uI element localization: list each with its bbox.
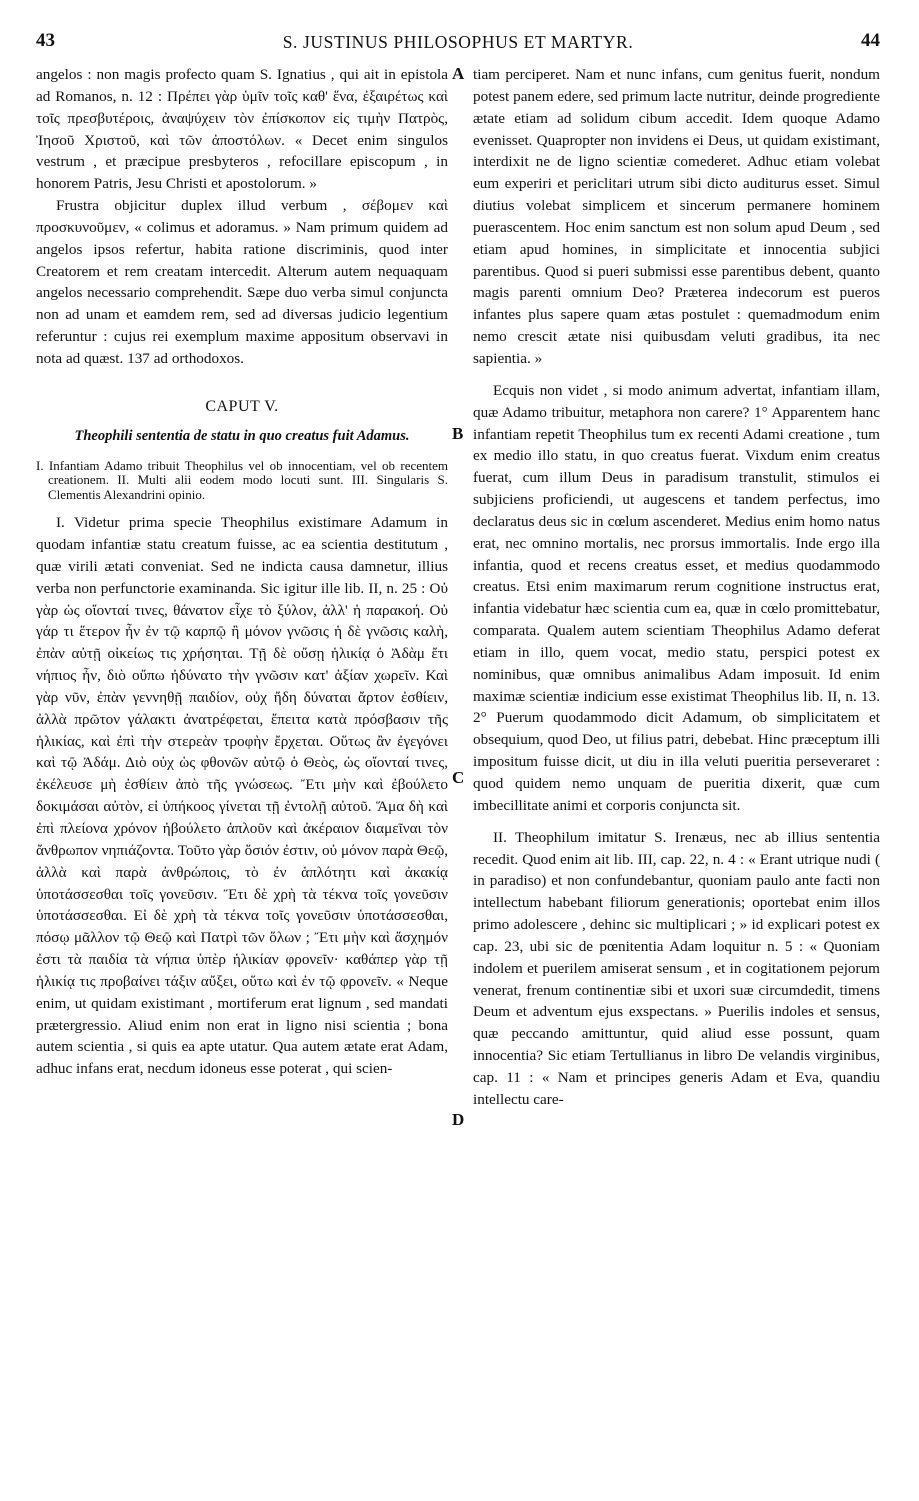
chapter-summary: I. Infantiam Adamo tribuit Theophilus vel ob innocentiam, vel ob recentem creationem. II. Multi alii eodem modo locuti sunt. III. Singularis S. Clementis Alexandrini opinio. <box>36 457 448 502</box>
left-column <box>36 64 448 1080</box>
running-title: S. JUSTINUS PHILOSOPHUS ET MARTYR. <box>282 32 634 52</box>
paragraph: Frustra objicitur duplex illud verbum , σέβομεν καὶ προσκυνοῦμεν, « colimus et adoramus. » Nam primum quidem ad angelos ipsos refertur, habita ratione discriminis, quod inter Creatorem et rem creatam intercedit. Alterum autem nequaquam angelos necessario comprehendit. Sæpe duo verba simul conjuncta non ad unam et eamdem rem, sed ad diversas judicio legentium referuntur : cujus rei exemplum maxime appositum observavi in nota ad quæst. 137 ad orthodoxos. <box>36 197 448 367</box>
page-number-right: 44 <box>861 30 880 51</box>
margin-letter-c: C <box>452 768 465 787</box>
paragraph: II. Theophilum imitatur S. Irenæus, nec ab illius sententia recedit. Quod enim ait lib. III, cap. 22, n. 4 : « Erant utrique nudi ( in paradiso) et non confundebantur, quoniam paulo ante facti non intellectum habebant filiorum generationis; oportebat enim illos primo adolescere , dehinc sic multiplicari ; » id explicari potest ex cap. 23, ubi sic de pœnitentia Adam loquitur n. 5 : « Quoniam indolem et puerilem amiserat sensum , et in cogitationem pejorum venerat, frenum continentiæ sibi et uxori suæ circumdedit, timens Deum et adventum ejus exspectans. » Puerilis indoles et sensus, quæ peccando amittuntur, quid aliud esse possunt, quam innocentia? Sic etiam Tertullianus in libro De velandis virginibus, cap. 11 : « Nam et principes generis Adam et Eva, quandiu intellectu care- <box>473 828 880 1108</box>
page-number-left: 43 <box>36 30 55 51</box>
margin-letter-a: A <box>452 64 465 83</box>
chapter-subtitle: Theophili sententia de statu in quo creatus fuit Adamus. <box>74 427 410 444</box>
chapter-heading: CAPUT V. <box>205 397 279 415</box>
margin-letter-b: B <box>452 424 464 443</box>
margin-letter-d: D <box>452 1110 465 1129</box>
paragraph: Ecquis non videt , si modo animum advertat, infantiam illam, quæ Adamo tribuitur, metaphora non carere? 1° Apparentem hanc infantiam repetit Theophilus tum ex recenti Adami creatione , tum ex medio illo statu, in quo creatus fuerat. Vixdum enim creatus fuerat, cum illum Deus in paradisum transtulit, stimulos ei subjiciens proficiendi, ut augescens et tandem perfectus, imo declaratus deus sic in cœlum ascenderet. Medius enim homo natus erat, nec omnino mortalis, nec prorsus immortalis. Inde ergo illa infantia, quod et recens creatus esset, et medius quodammodo creatus. Etsi enim maximarum rerum cognitione instructus erat, infantia videbatur hæc scientia cum ea, quæ in cœlo promittebatur, comparata. Qualem autem scientiam Theophilus Adamo deferat etiam in illo, quem vocat, medio statu, perspici potest ex nominibus, quæ omnibus animalibus Adam imposuit. Id enim maximæ scientiæ indicium esse existimat Theophilus lib. II, n. 13. 2° Puerum quodammodo dicit Adamum, ob simplicitatem et obsequium, quod Deo, ut filius patri, debebat. Hinc præceptum illi impositum fuisse dicit, ut diu in illa veluti pueritia perseveraret : quod quidem nemo unquam de pueritia dixerit, quæ cum imbecillitate animi et corporis conjuncta sit. <box>473 381 880 814</box>
paragraph: tiam perciperet. Nam et nunc infans, cum genitus fuerit, nondum potest panem edere, sed primum lacte nutritur, deinde progrediente ætate etiam ad solidum cibum accedit. Idem quoque Adamo evenisset. Quapropter non invidens ei Deus, ut quidam existimant, interdixit ne de ligno scientiæ comederet. Adhuc etiam volebat eum experiri et periclitari utrum sibi dicto auditurus esset. Simul diutius volebat simplicem et sincerum permanere hominem puerascentem. Hoc enim sanctum est non solum apud Deum , sed etiam apud homines, in simplicitate et innocentia subjici parentibus. Quod si pueri submissi esse parentibus debent, quanto magis parenti omnium Deo? Præterea indecorum est pueros infantes plus sapere quam ætas postulet : quemadmodum enim nemo crescit ætate nisi quibusdam veluti gradibus, ita nec sapientia. » <box>473 66 880 367</box>
paragraph: I. Videtur prima specie Theophilus existimare Adamum in quodam infantiæ statu creatum fuisse, ac ea scientia destitutum , quæ virili ætati conveniat. Sed ne indicta causa damnetur, illius verba non perfunctorie examinanda. Sic igitur ille lib. II, n. 25 : Οὐ γὰρ ὡς οἴονταί τινες, θάνατον εἶχε τὸ ξύλον, ἀλλ' ἡ παρακοή. Οὐ γάρ τι ἕτερον ἦν ἐν τῷ καρπῷ ἢ μόνον γνῶσις ἡ δὲ γνῶσις καλὴ, ἐπὰν αὐτῇ οἰκείως τις χρήσηται. Τῇ δὲ οὔσῃ ἡλικίᾳ ὁ Ἀδὰμ ἔτι νήπιος ἦν, διὸ οὔπω ἠδύνατο τὴν γνῶσιν κατ' ἀξίαν χωρεῖν. Καὶ γὰρ νῦν, ἐπὰν γεννηθῇ παιδίον, οὐχ ἤδη δύναται ἄρτον ἐσθίειν, ἀλλὰ πρῶτον γάλακτι ἀνατρέφεται, ἔπειτα κατὰ πρόσβασιν τῆς ἡλικίας, καὶ ἐπὶ τὴν στερεὰν τροφὴν ἔρχεται. Οὕτως ἂν ἐγεγόνει καὶ τῷ Ἀδάμ. Διὸ οὐχ ὡς φθονῶν αὐτῷ ὁ Θεὸς, ὡς οἴονταί τινες, ἐκέλευσε μὴ ἐσθίειν ἀπὸ τῆς γνώσεως. Ἔτι μὴν καὶ ἐβούλετο δοκιμάσαι αὐτὸν, εἰ ὑπήκοος γίνεται τῇ ἐντολῇ αὐτοῦ. Ἅμα δὴ καὶ ἐπὶ πλείονα χρόνον ἠβούλετο ἁπλοῦν καὶ ἀκέραιον διαμεῖναι τὸν ἄνθρωπον νηπιάζοντα. Τοῦτο γὰρ ὅσιόν ἐστιν, οὐ μόνον παρὰ Θεῷ, ἀλλὰ καὶ παρὰ ἀνθρώποις, τὸ ἐν ἁπλότητι καὶ ἀκακίᾳ ὑποτάσσεσθαι τοῖς γονεῦσιν. Ἔτι δὲ χρὴ τὰ τέκνα τοῖς γονεῦσιν ὑποτάσσεσθαι. Εἰ δὲ χρὴ τὰ τέκνα τοῖς γονεῦσιν ὑποτάσσεσθαι, πόσῳ μᾶλλον τῷ Θεῷ καὶ Πατρὶ τῶν ὅλων ; Ἔτι μὴν καὶ ἄσχημόν ἐστι τὰ παιδία τὰ νήπια ὑπὲρ ἡλικίαν φρονεῖν· καθάπερ γὰρ τῇ ἡλικίᾳ τις προβαίνει τάξιν αὔξει, οὕτω καὶ ἐν τῷ φρονεῖν. « Neque enim, ut quidam existimant , mortiferum erat lignum , sed mandati prætergressio. Aliud enim non erat in ligno nisi scientia ; bona autem scientia , si quis ea apte utatur. Qua autem ætate erat Adam, adhuc infans erat, necdum idoneus esse poterat , qui scien- <box>36 514 448 1078</box>
paragraph: angelos : non magis profecto quam S. Ignatius , qui ait in epistola ad Romanos, n. 12 : Πρέπει γὰρ ὑμῖν τοῖς καθ' ἕνα, ἐξαιρέτως καὶ τοῖς πρεσβυτέροις, ἀναψύχειν τὸν ἐπίσκοπον εἰς τιμὴν Πατρὸς, Ἰησοῦ Χριστοῦ, καὶ τῶν ἀποστόλων. « Decet enim singulos vestrum , et præcipue presbyteros , refocillare episcopum , in honorem Patris, Jesu Christi et apostolorum. » <box>36 66 448 193</box>
page-header <box>36 30 880 56</box>
right-column <box>473 64 880 1111</box>
